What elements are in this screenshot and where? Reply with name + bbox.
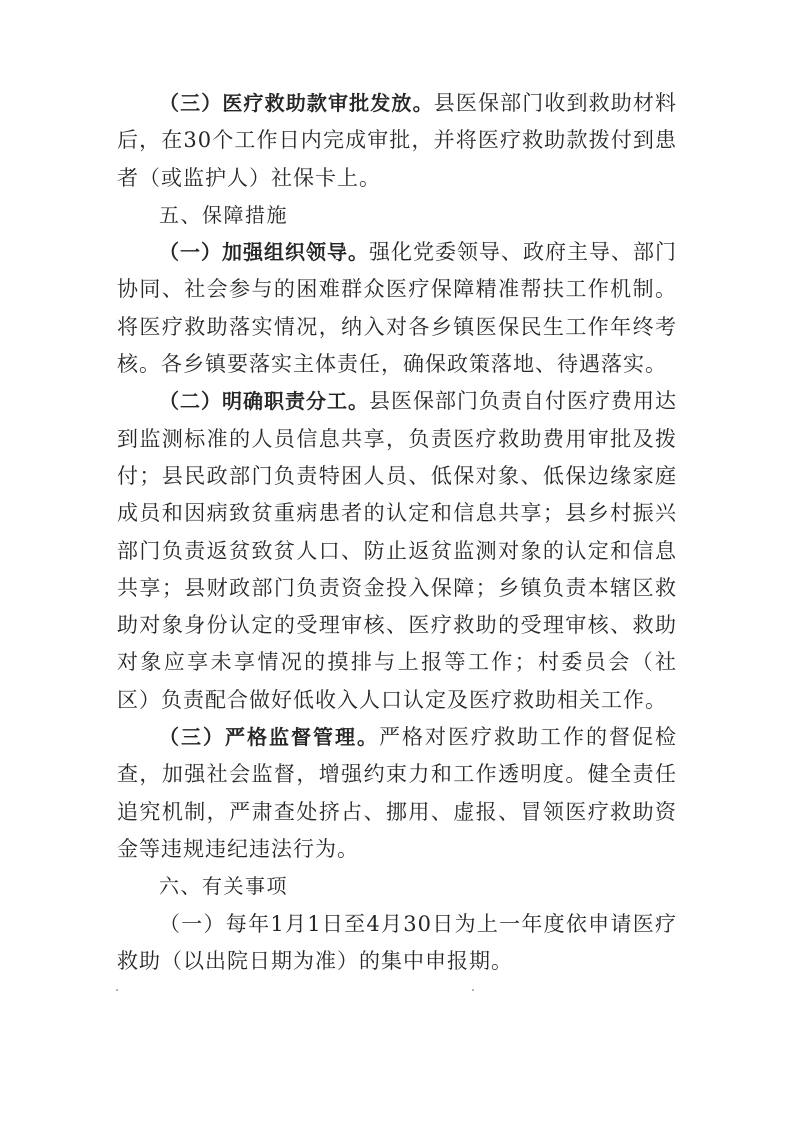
paragraph-text: 县医保部门负责自付医疗费用达到监测标准的人员信息共享，负责医疗救助费用审批及拨付；县民政部门负责特困人员、低保对象、低保边缘家庭成员和因病致贫重病患者的认定和信息共享；县乡村振兴部门负责返贫致贫人口、防止返贫监测对象的认定和信息共享；县财政部门负责资金投入保障；乡镇负责本辖区救助对象身份认定的受理审核、医疗救助的受理审核、救助对象应享未享情况的摸排与上报等工作；村委员会（社区）负责配合做好低收入人口认定及医疗救助相关工作。 bbox=[117, 389, 677, 712]
section-heading-related-matters: 六、有关事项 bbox=[159, 874, 288, 899]
paragraph-text: 县医保部门收到救助材料后，在30个工作日内完成审批，并将医疗救助款拨付到患者（或监护人）社保卡上。 bbox=[117, 91, 678, 190]
paragraph-text: （一）每年1月1日至4月30日为上一年度依申请医疗救助（以出院日期为准）的集中申报期。 bbox=[117, 911, 677, 973]
paragraph-organization-leadership bbox=[117, 234, 677, 383]
paragraph-supervision bbox=[117, 719, 677, 868]
scan-speck bbox=[472, 989, 474, 991]
paragraph-lead: （一）加强组织领导。 bbox=[159, 240, 369, 265]
section-heading-safeguards: 五、保障措施 bbox=[159, 202, 288, 227]
document-body bbox=[117, 85, 677, 980]
paragraph-lead: （三）严格监督管理。 bbox=[159, 725, 379, 750]
paragraph-application-period bbox=[117, 906, 677, 981]
scan-speck bbox=[116, 989, 118, 991]
paragraph-lead: （三）医疗救助款审批发放。 bbox=[159, 91, 434, 115]
paragraph-text: 强化党委领导、政府主导、部门协同、社会参与的困难群众医疗保障精准帮扶工作机制。将医疗救助落实情况，纳入对各乡镇医保民生工作年终考核。各乡镇要落实主体责任，确保政策落地、待遇落实。 bbox=[117, 240, 677, 377]
paragraph-responsibilities bbox=[117, 383, 677, 719]
paragraph-lead: （二）明确职责分工。 bbox=[159, 389, 369, 414]
paragraph-text: 严格对医疗救助工作的督促检查，加强社会监督，增强约束力和工作透明度。健全责任追究机制，严肃查处挤占、挪用、虚报、冒领医疗救助资金等违规违纪违法行为。 bbox=[117, 725, 677, 861]
paragraph-approval-disbursement bbox=[117, 85, 677, 197]
